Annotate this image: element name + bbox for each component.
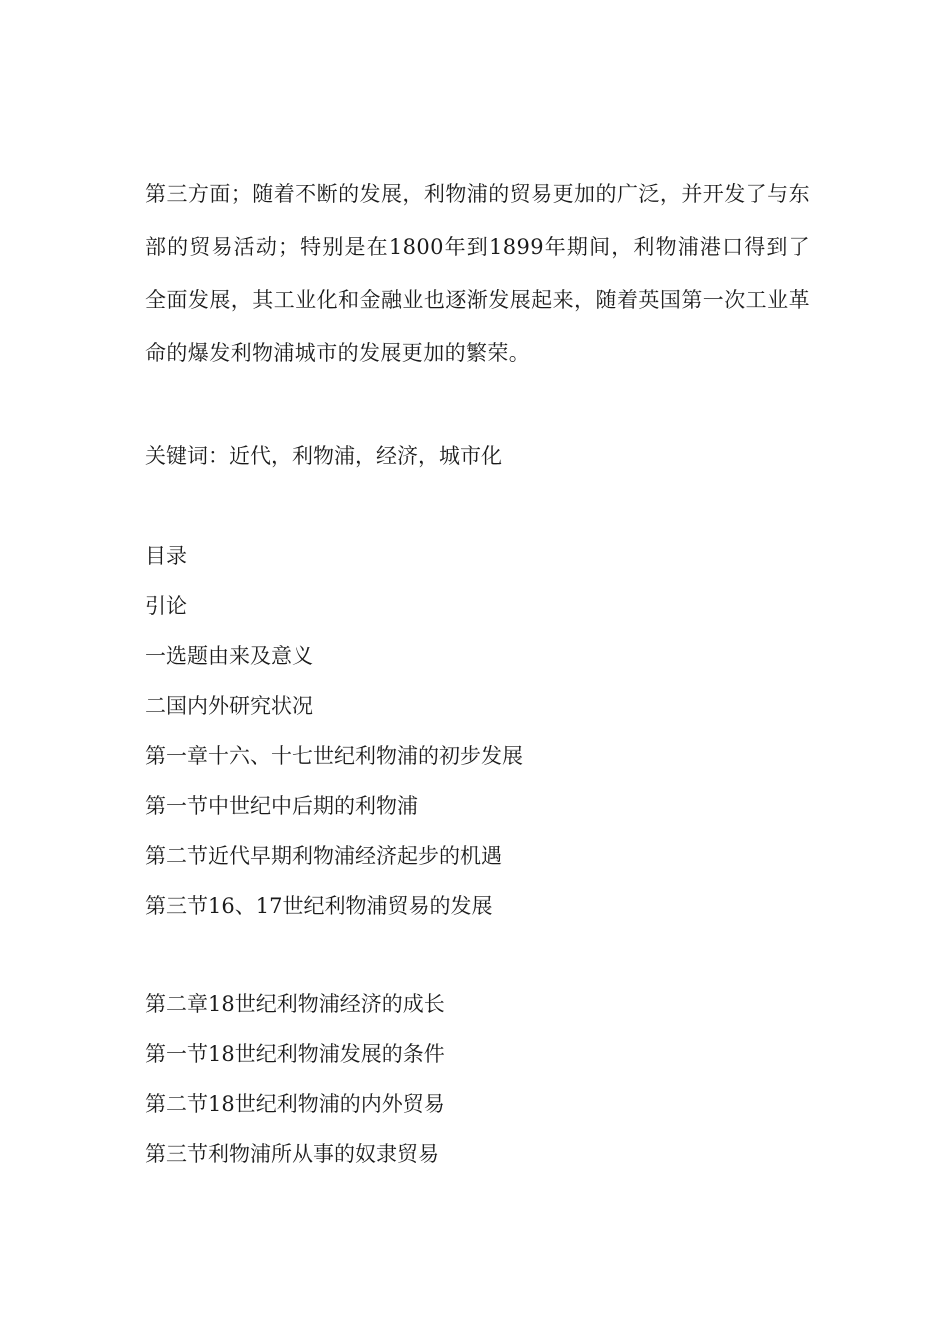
toc-title: 目录 bbox=[145, 544, 187, 568]
toc-item-chapter-2-section-3: 第三节利物浦所从事的奴隶贸易 bbox=[145, 1142, 439, 1166]
toc-list-part-1 bbox=[145, 581, 810, 931]
body-paragraph: 第三方面；随着不断的发展，利物浦的贸易更加的广泛，并开发了与东部的贸易活动；特别是在1800年到1899年期间，利物浦港口得到了全面发展，其工业化和金融业也逐渐发展起来，随着英国第一次工业革命的爆发利物浦城市的发展更加的繁荣。 bbox=[145, 182, 810, 365]
keywords-line: 关键词：近代，利物浦，经济，城市化 bbox=[145, 444, 502, 468]
toc-item-chapter-2-section-2: 第二节18世纪利物浦的内外贸易 bbox=[145, 1092, 445, 1116]
toc-item-chapter-2-section-1: 第一节18世纪利物浦发展的条件 bbox=[145, 1042, 445, 1066]
toc-item-research-status: 二国内外研究状况 bbox=[145, 694, 313, 718]
toc-spacer bbox=[145, 931, 810, 979]
toc-item-chapter-1-section-1: 第一节中世纪中后期的利物浦 bbox=[145, 794, 418, 818]
toc-item-introduction: 引论 bbox=[145, 594, 187, 618]
toc-list-part-2 bbox=[145, 979, 810, 1179]
toc-item-topic-origin: 一选题由来及意义 bbox=[145, 644, 313, 668]
toc-item-chapter-2: 第二章18世纪利物浦经济的成长 bbox=[145, 992, 445, 1016]
toc-item-chapter-1: 第一章十六、十七世纪利物浦的初步发展 bbox=[145, 744, 523, 768]
toc-item-chapter-1-section-3: 第三节16、17世纪利物浦贸易的发展 bbox=[145, 894, 493, 918]
page-content bbox=[145, 168, 810, 1179]
toc-item-chapter-1-section-2: 第二节近代早期利物浦经济起步的机遇 bbox=[145, 844, 502, 868]
